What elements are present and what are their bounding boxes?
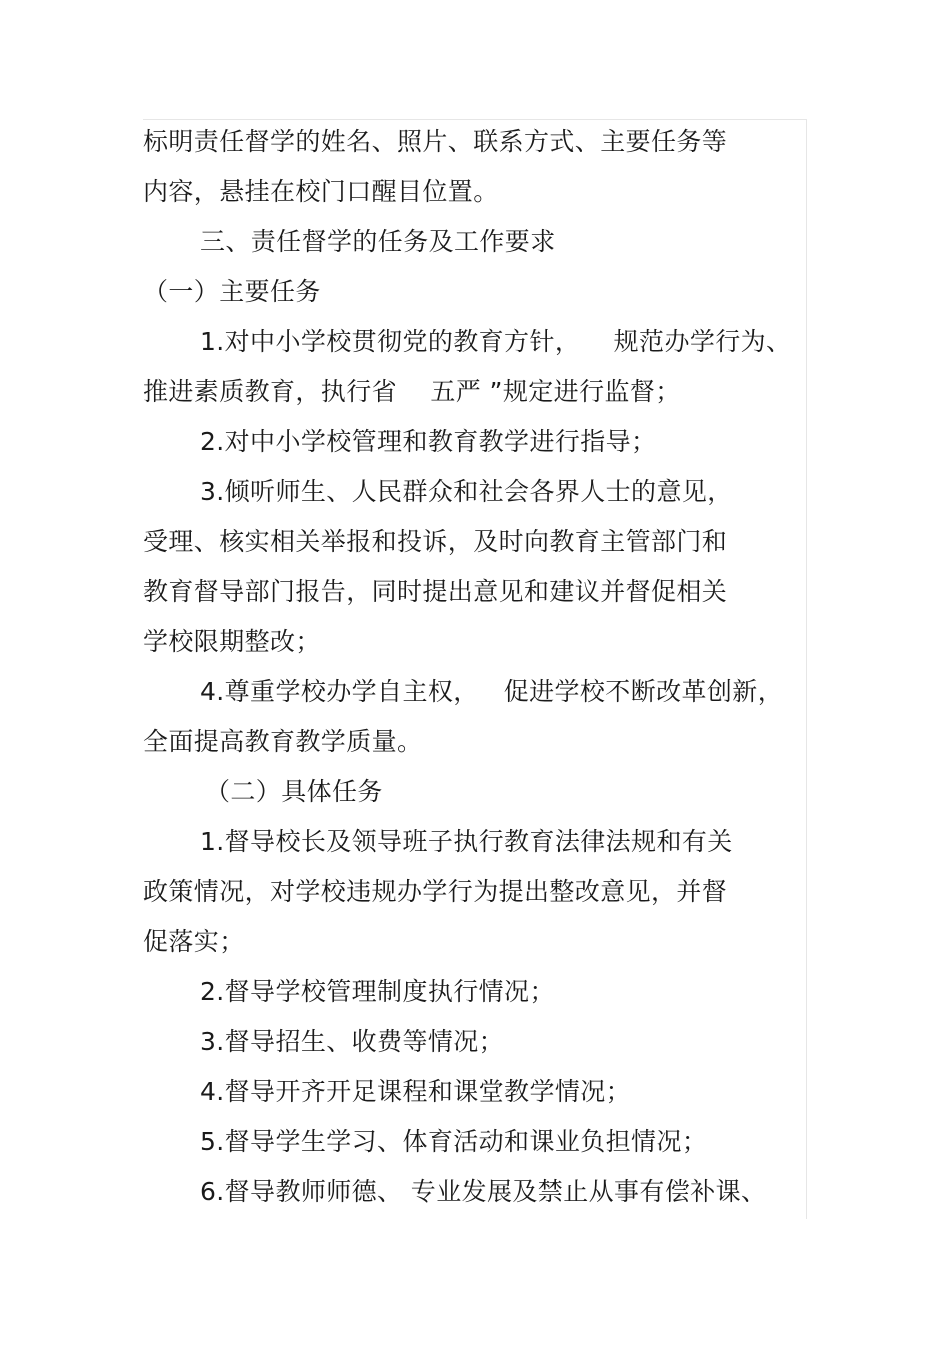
- subsection-heading: （一）主要任务: [143, 277, 321, 306]
- text-line: 促落实；: [143, 927, 245, 956]
- text-line: 4.尊重学校办学自主权， 促进学校不断改革创新，: [200, 677, 784, 706]
- text-line: 5.督导学生学习、体育活动和课业负担情况；: [200, 1127, 708, 1156]
- text-line: 全面提高教育教学质量。: [143, 727, 423, 756]
- text-line: 内容，悬挂在校门口醒目位置。: [143, 177, 499, 206]
- text-line: 政策情况，对学校违规办学行为提出整改意见，并督: [143, 877, 728, 906]
- text-line: 受理、核实相关举报和投诉，及时向教育主管部门和: [143, 527, 728, 556]
- text-line: 4.督导开齐开足课程和课堂教学情况；: [200, 1077, 632, 1106]
- text-line: 6.督导教师师德、 专业发展及禁止从事有偿补课、: [200, 1177, 767, 1206]
- text-line: 学校限期整改；: [143, 627, 321, 656]
- text-line: 2.督导学校管理制度执行情况；: [200, 977, 555, 1006]
- text-line: 3.督导招生、收费等情况；: [200, 1027, 505, 1056]
- section-heading: 三、责任督学的任务及工作要求: [200, 227, 556, 256]
- text-line: 1.对中小学校贯彻党的教育方针， 规范办学行为、: [200, 327, 792, 356]
- text-line: 教育督导部门报告，同时提出意见和建议并督促相关: [143, 577, 728, 606]
- text-line: 1.督导校长及领导班子执行教育法律法规和有关: [200, 827, 733, 856]
- text-line: 推进素质教育，执行省 五严 ”规定进行监督；: [143, 377, 681, 406]
- text-line: 3.倾听师生、人民群众和社会各界人士的意见，: [200, 477, 733, 506]
- subsection-heading: （二）具体任务: [205, 777, 383, 806]
- text-line: 2.对中小学校管理和教育教学进行指导；: [200, 427, 657, 456]
- text-line: 标明责任督学的姓名、照片、联系方式、主要任务等: [143, 127, 728, 156]
